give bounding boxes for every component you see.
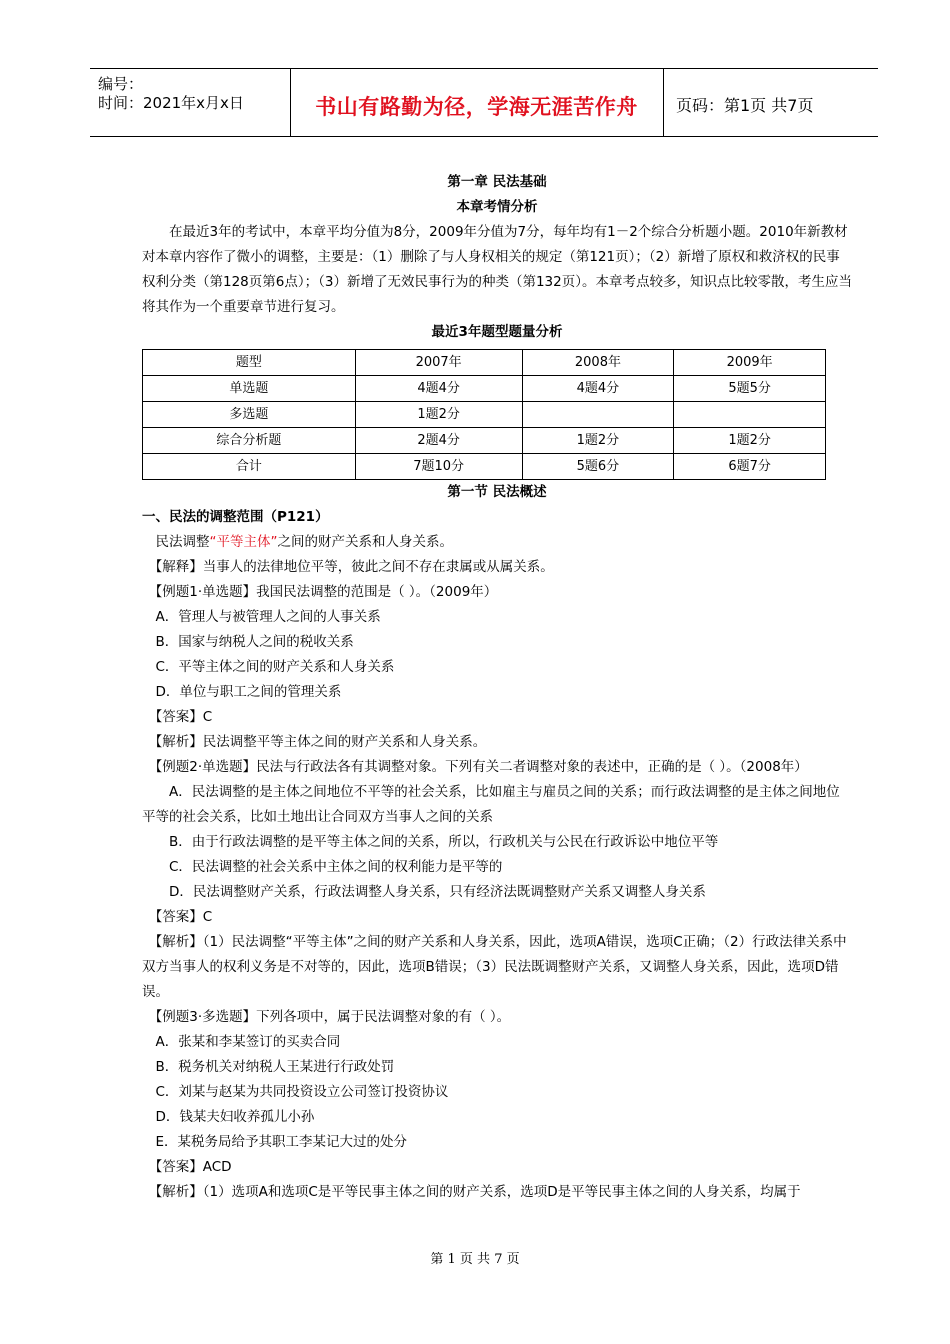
- example-3-question: 【例题3·多选题】下列各项中，属于民法调整对象的有（ ）。: [155, 1009, 511, 1025]
- code-label: 编号：: [98, 75, 144, 93]
- table-cell: 1题2分: [522, 428, 674, 454]
- example-1-analysis: 【解析】民法调整平等主体之间的财产关系和人身关系。: [155, 734, 487, 750]
- explain-paragraph: 【解释】当事人的法律地位平等，彼此之间不存在隶属或从属关系。: [155, 559, 554, 575]
- chapter-title: 第一章 民法基础: [447, 174, 547, 190]
- table-cell: 5题5分: [674, 376, 826, 402]
- time-label: 时间：2021年x月x日: [98, 94, 244, 112]
- table-row: [143, 402, 826, 428]
- example-3-option: D．钱某夫妇收养孤儿小孙: [155, 1109, 315, 1125]
- definition-paragraph: 民法调整“平等主体”之间的财产关系和人身关系。: [155, 534, 453, 550]
- table-title: 最近3年题型题量分析: [431, 324, 563, 340]
- document-body: [142, 170, 852, 1205]
- example-2-option: B．由于行政法调整的是平等主体之间的关系，所以，行政机关与公民在行政诉讼中地位平等: [169, 834, 719, 850]
- table-row: [143, 376, 826, 402]
- analysis-title: 本章考情分析: [456, 199, 538, 215]
- page-footer: 第 1 页 共 7 页: [430, 1252, 520, 1267]
- table-cell: 多选题: [143, 402, 356, 428]
- example-3-option: E．某税务局给予其职工李某记大过的处分: [155, 1134, 408, 1150]
- motto: 书山有路勤为径，学海无涯苦作舟: [315, 95, 638, 119]
- example-3-option: B．税务机关对纳税人王某进行行政处罚: [155, 1059, 395, 1075]
- table-cell: 6题7分: [674, 454, 826, 480]
- example-1-option: A．管理人与被管理人之间的人事关系: [155, 609, 381, 625]
- header-motto-cell: [290, 69, 664, 136]
- table-header: 2009年: [674, 350, 826, 376]
- example-2-answer: 【答案】C: [155, 909, 213, 925]
- table-cell: 5题6分: [522, 454, 674, 480]
- table-cell: 7题10分: [355, 454, 522, 480]
- example-3-analysis: 【解析】（1）选项A和选项C是平等民事主体之间的财产关系，选项D是平等民事主体之间的人身关系，均属于: [155, 1184, 801, 1200]
- table-header: 题型: [143, 350, 356, 376]
- subsection-title: 一、民法的调整范围（P121）: [142, 509, 329, 525]
- table-cell: [674, 402, 826, 428]
- table-row: [143, 454, 826, 480]
- table-row: [143, 428, 826, 454]
- example-3-answer: 【答案】ACD: [155, 1159, 232, 1175]
- table-header: 2008年: [522, 350, 674, 376]
- example-2-option: A．民法调整的是主体之间地位不平等的社会关系，比如雇主与雇员之间的关系；而行政法调整的是主体之间地位平等的社会关系，比如土地出让合同双方当事人之间的关系: [142, 784, 840, 825]
- table-cell: 综合分析题: [143, 428, 356, 454]
- table-cell: 单选题: [143, 376, 356, 402]
- question-type-table: [142, 349, 826, 480]
- header-page-cell: [664, 69, 878, 136]
- example-1-option: D．单位与职工之间的管理关系: [155, 684, 342, 700]
- example-2-option: C．民法调整的社会关系中主体之间的权利能力是平等的: [169, 859, 503, 875]
- example-1-answer: 【答案】C: [155, 709, 213, 725]
- example-3-option: A．张某和李某签订的买卖合同: [155, 1034, 341, 1050]
- table-cell: 4题4分: [522, 376, 674, 402]
- table-cell: 2题4分: [355, 428, 522, 454]
- table-header: 2007年: [355, 350, 522, 376]
- example-3-option: C．刘某与赵某为共同投资设立公司签订投资协议: [155, 1084, 449, 1100]
- table-cell: 1题2分: [674, 428, 826, 454]
- table-cell: [522, 402, 674, 428]
- table-cell: 1题2分: [355, 402, 522, 428]
- table-cell: 合计: [143, 454, 356, 480]
- page-label: 页码：第1页 共7页: [676, 96, 814, 115]
- example-2-analysis: 【解析】（1）民法调整“平等主体”之间的财产关系和人身关系，因此，选项A错误，选项C正确；（2）行政法律关系中双方当事人的权利义务是不对等的，因此，选项B错误；（3）民法既调整财产关系，又调整人身关系，因此，选项D错误。: [142, 934, 847, 1000]
- section-title: 第一节 民法概述: [447, 484, 547, 500]
- example-1-option: B．国家与纳税人之间的税收关系: [155, 634, 354, 650]
- header-table: [90, 68, 878, 137]
- highlight-term: “平等主体”: [209, 534, 278, 550]
- intro-paragraph: 在最近3年的考试中，本章平均分值为8分，2009年分值为7分，每年均有1－2个综合分析题小题。2010年新教材对本章内容作了微小的调整，主要是：（1）删除了与人身权相关的规定（第121页）；（2）新增了原权和救济权的民事权利分类（第128页第6点）；（3）新增了无效民事行为的种类（第132页）。本章考点较多，知识点比较零散，考生应当将其作为一个重要章节进行复习。: [142, 224, 852, 315]
- example-1-question: 【例题1·单选题】我国民法调整的范围是（ ）。（2009年）: [155, 584, 498, 600]
- table-header-row: [143, 350, 826, 376]
- header-meta-cell: [90, 69, 291, 136]
- example-2-question: 【例题2·单选题】民法与行政法各有其调整对象。下列有关二者调整对象的表述中，正确的是（ ）。（2008年）: [155, 759, 808, 775]
- example-2-option: D．民法调整财产关系，行政法调整人身关系，只有经济法既调整财产关系又调整人身关系: [169, 884, 706, 900]
- example-1-option: C．平等主体之间的财产关系和人身关系: [155, 659, 395, 675]
- table-cell: 4题4分: [355, 376, 522, 402]
